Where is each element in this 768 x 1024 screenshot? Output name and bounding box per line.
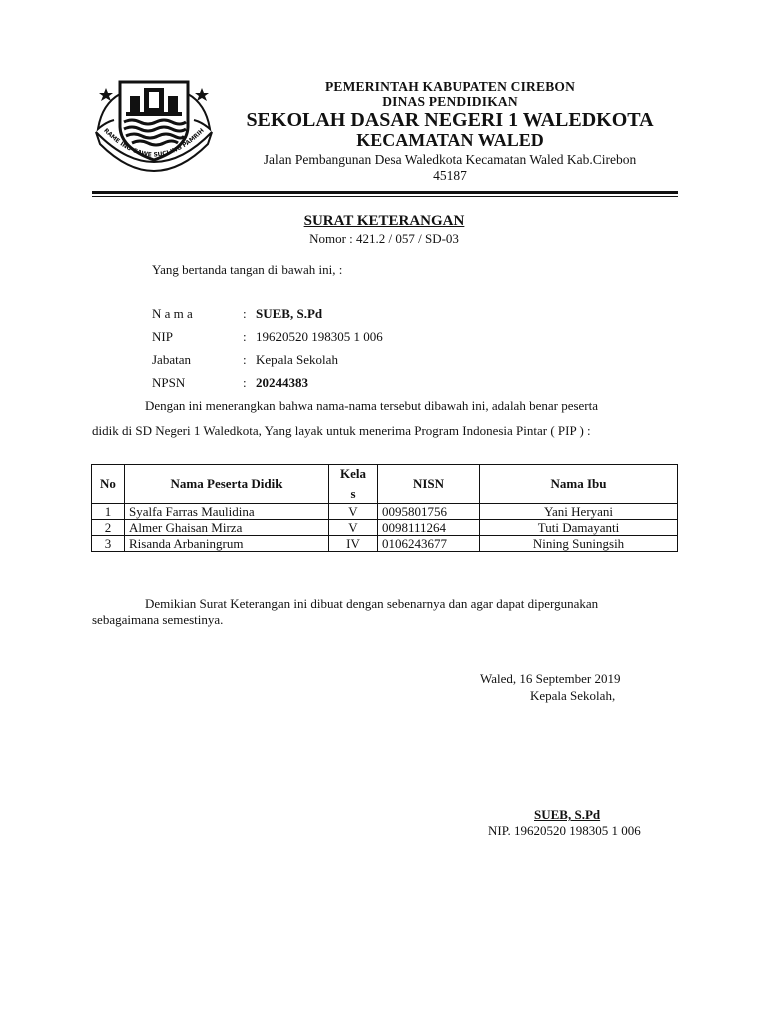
letter-number: Nomor : 421.2 / 057 / SD-03	[309, 231, 459, 246]
cell-kelas: IV	[329, 536, 378, 552]
cell-ibu: Tuti Damayanti	[480, 520, 678, 536]
cirebon-regency-logo	[92, 74, 216, 172]
col-header-ibu: Nama Ibu	[480, 465, 678, 504]
signature-nip: NIP. 19620520 198305 1 006	[488, 823, 641, 838]
field-sep: :	[243, 329, 247, 344]
signature-place-date: Waled, 16 September 2019	[480, 671, 621, 686]
kop-government: PEMERINTAH KABUPATEN CIREBON	[324, 79, 576, 94]
field-sep: :	[243, 375, 247, 390]
field-value-nama: SUEB, S.Pd	[256, 306, 323, 321]
cell-kelas: V	[329, 520, 378, 536]
field-label-nama: N a m a	[152, 306, 193, 321]
kop-postal-code: 45187	[433, 168, 467, 183]
cell-nama: Almer Ghaisan Mirza	[125, 520, 329, 536]
field-label-nip: NIP	[152, 329, 173, 344]
cell-nisn: 0106243677	[378, 536, 480, 552]
cell-ibu: Nining Suningsih	[480, 536, 678, 552]
table-header-row	[92, 465, 678, 504]
svg-text:RAME ING GAWE SUCI ING PAMRIH: RAME ING GAWE SUCI ING PAMRIH	[102, 127, 206, 159]
col-header-kelas	[329, 465, 378, 504]
kop-school-name: SEKOLAH DASAR NEGERI 1 WALEDKOTA	[246, 109, 654, 131]
kop-address-line: Jalan Pembangunan Desa Waledkota Kecamatan Waled Kab.Cirebon	[263, 152, 637, 167]
closing-line-1: Demikian Surat Keterangan ini dibuat dengan sebenarnya dan agar dapat dipergunakan	[145, 596, 599, 611]
letterhead-divider-thick	[92, 191, 678, 194]
cell-no: 3	[92, 536, 125, 552]
field-value-nip: 19620520 198305 1 006	[256, 329, 383, 344]
col-header-nama: Nama Peserta Didik	[125, 465, 329, 504]
cell-no: 2	[92, 520, 125, 536]
field-value-jabatan: Kepala Sekolah	[256, 352, 338, 367]
intro-text: Yang bertanda tangan di bawah ini, :	[152, 262, 343, 277]
table-row	[92, 536, 678, 552]
cell-no: 1	[92, 504, 125, 520]
closing-paragraph	[92, 596, 678, 628]
letter-title-text: SURAT KETERANGAN	[303, 213, 465, 229]
col-header-kelas-line2: s	[350, 486, 356, 501]
table-row	[92, 520, 678, 536]
students-table	[91, 464, 678, 552]
closing-line-2: sebagaimana semestinya.	[92, 612, 224, 627]
field-value-npsn: 20244383	[256, 375, 308, 390]
cell-nisn: 0095801756	[378, 504, 480, 520]
field-sep: :	[243, 352, 247, 367]
cell-nama: Syalfa Farras Maulidina	[125, 504, 329, 520]
statement-line-1: Dengan ini menerangkan bahwa nama-nama tersebut dibawah ini, adalah benar peserta	[145, 398, 599, 413]
field-sep: :	[243, 306, 247, 321]
signature-position: Kepala Sekolah,	[530, 688, 616, 703]
statement-paragraph	[92, 393, 678, 443]
col-header-kelas-line1: Kela	[340, 466, 366, 481]
cell-kelas: V	[329, 504, 378, 520]
field-label-npsn: NPSN	[152, 375, 186, 390]
col-header-nisn: NISN	[378, 465, 480, 504]
kop-district: KECAMATAN WALED	[356, 130, 544, 150]
kop-department: DINAS PENDIDIKAN	[382, 94, 518, 109]
letter-title	[0, 213, 768, 230]
field-label-jabatan: Jabatan	[152, 352, 191, 367]
col-header-no: No	[92, 465, 125, 504]
cell-ibu: Yani Heryani	[480, 504, 678, 520]
signature-name: SUEB, S.Pd	[534, 807, 601, 822]
cell-nisn: 0098111264	[378, 520, 480, 536]
cell-nama: Risanda Arbaningrum	[125, 536, 329, 552]
logo-emblem-icon	[92, 74, 216, 172]
kop-address	[215, 152, 685, 184]
table-row	[92, 504, 678, 520]
statement-line-2: didik di SD Negeri 1 Waledkota, Yang layak untuk menerima Program Indonesia Pintar ( PIP ) :	[92, 423, 591, 438]
letterhead-divider-thin	[92, 196, 678, 197]
